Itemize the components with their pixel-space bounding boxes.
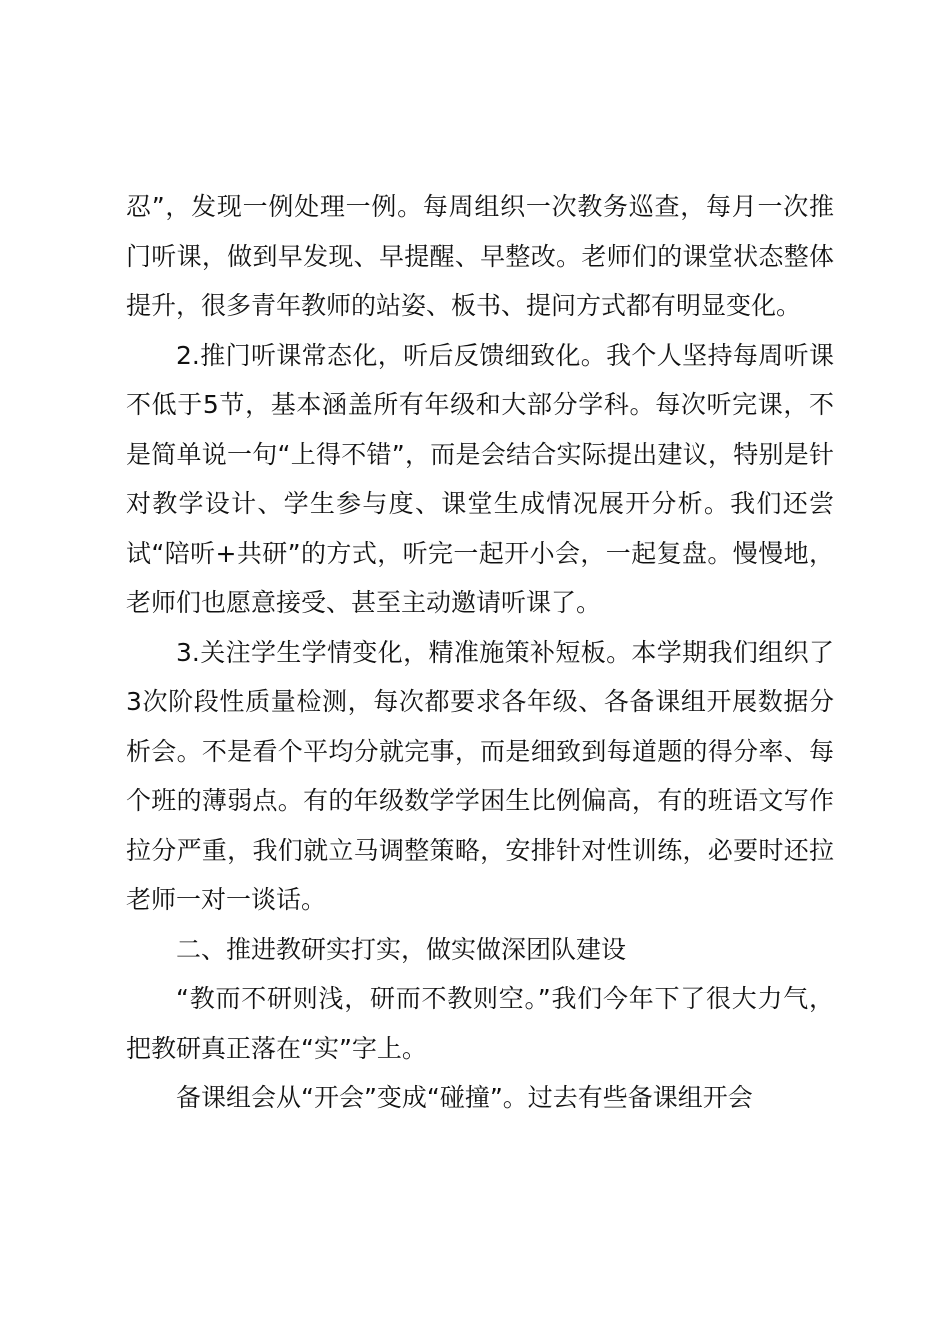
section-heading: 二、推进教研实打实，做实做深团队建设 — [176, 934, 627, 964]
paragraph-lesson-prep: 备课组会从“开会”变成“碰撞”。过去有些备课组开会 — [176, 1083, 753, 1112]
paragraph-item-3: 3.关注学生学情变化，精准施策补短板。本学期我们组织了3次阶段性质量检测，每次都要求各年级、各备课组开展数据分析会。不是看个平均分就完事，而是细致到每道题的得分率、每个班的薄弱点。有的年级数学学困生比例偏高，有的班语文写作拉分严重，我们就立马调整策略，安排针对性训练，必要时还拉老师一对一谈话。 — [126, 637, 834, 914]
paragraph-continuation: 忍”，发现一例处理一例。每周组织一次教务巡查，每月一次推门听课，做到早发现、早提醒、早整改。老师们的课堂状态整体提升，很多青年教师的站姿、板书、提问方式都有明显变化。 — [126, 192, 834, 320]
paragraph-quote: “教而不研则浅，研而不教则空。”我们今年下了很大力气，把教研真正落在“实”字上。 — [126, 984, 834, 1063]
paragraph-item-2: 2.推门听课常态化，听后反馈细致化。我个人坚持每周听课不低于5节，基本涵盖所有年级和大部分学科。每次听完课，不是简单说一句“上得不错”，而是会结合实际提出建议，特别是针对教学设计、学生参与度、课堂生成情况展开分析。我们还尝试“陪听+共研”的方式，听完一起开小会，一起复盘。慢慢地，老师们也愿意接受、甚至主动邀请听课了。 — [126, 340, 834, 617]
document-body — [126, 182, 834, 1123]
